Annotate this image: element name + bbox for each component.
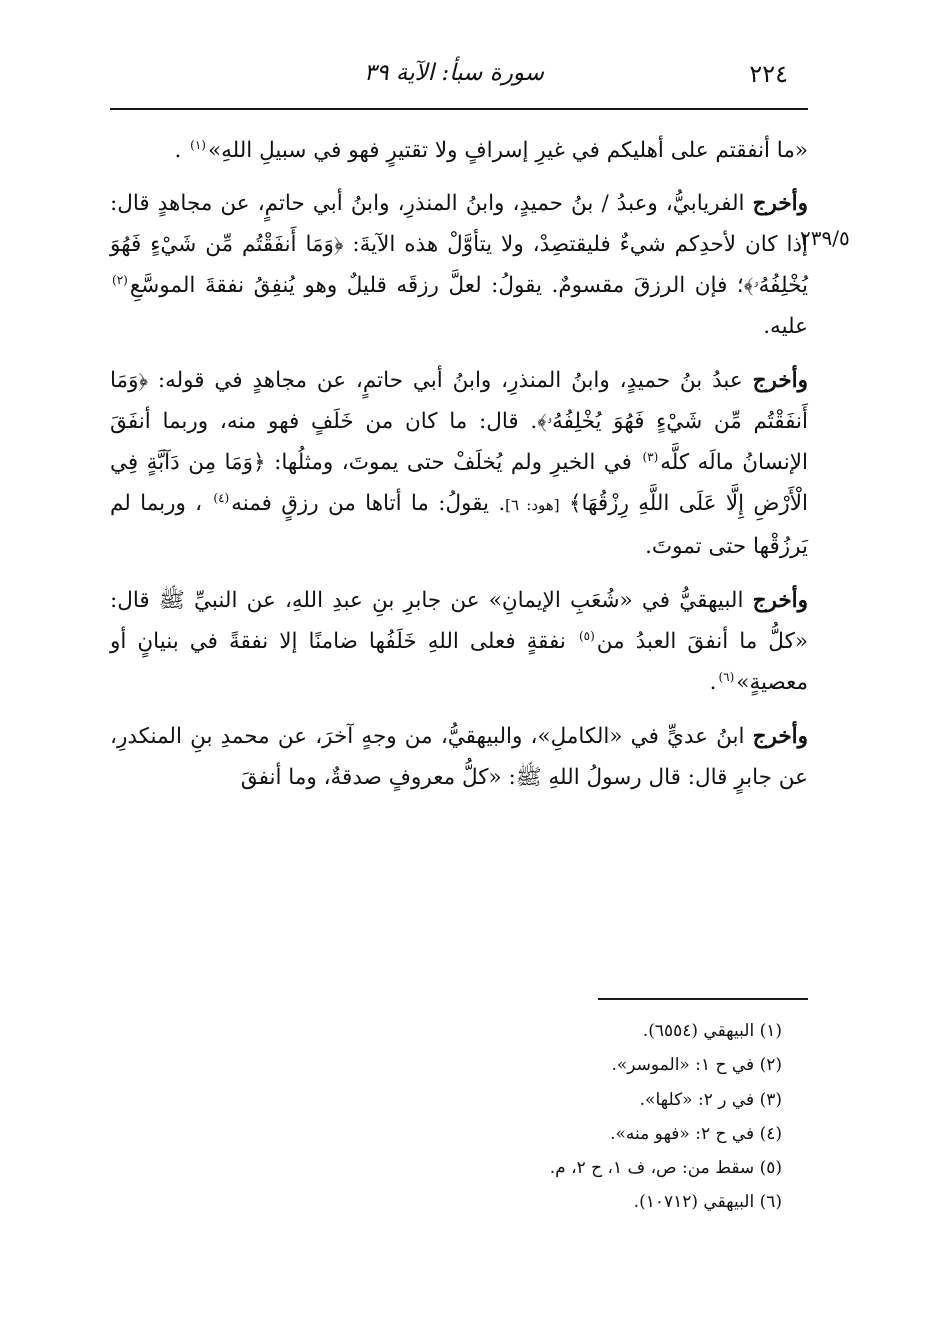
- paragraph-2-lead: وأخرج: [752, 191, 808, 216]
- paragraph-4-text-a: البيهقيُّ في «شُعَبِ الإيمانِ» عن جابرِ بنِ عبدِ اللهِ، عن النبيِّ ﷺ قال: «كلُّ ما أنفقَ العبدُ من: [110, 588, 808, 654]
- paragraph-3-text-a: عبدُ بنُ حميدٍ، وابنُ المنذرِ، وابنُ أبي حاتمٍ، عن مجاهدٍ في قوله: ﴿وَمَا أَنفَقْتُم مِّن شَيْءٍ فَهُوَ يُخْلِفُهُۥ﴾. قال: ما كان من خَلَفٍ فهو منه، وربما أنفَقَ الإنسانُ مالَه كلَّه: [110, 368, 808, 475]
- paragraph-3-text-c: . يقولُ: ما أتاها من رزقٍ فمنه: [231, 491, 506, 516]
- footnote-ref-5: (٥): [578, 628, 595, 643]
- footnote-item: (٢) في ح ١: «الموسر».: [611, 1055, 782, 1076]
- paragraph-5: [110, 716, 808, 798]
- footnote-ref-4: (٤): [213, 490, 230, 505]
- footnote-item: (٣) في ر ٢: «كلها».: [639, 1089, 782, 1110]
- paragraph-1-text: «ما أنفقتم على أهليكم في غيرِ إسرافٍ ولا تقتيرٍ فهو في سبيلِ اللهِ»: [207, 138, 808, 163]
- page-number: ٢٢٤: [749, 60, 788, 88]
- paragraph-2: [110, 183, 808, 347]
- footnote-ref-1: (١): [190, 137, 206, 152]
- footnotes-rule: [598, 998, 808, 1000]
- footnotes: [222, 1014, 782, 1220]
- paragraph-3: [110, 360, 808, 567]
- paragraph-3-text-d: ، وربما لم يَرزُقْها حتى تموتَ.: [110, 491, 808, 559]
- paragraph-4: [110, 580, 808, 703]
- footnote-ref-3: (٣): [642, 449, 659, 464]
- paragraph-4-lead: وأخرج: [752, 588, 808, 613]
- paragraph-1: [110, 130, 808, 171]
- page-header: [110, 58, 798, 94]
- paragraph-3-lead: وأخرج: [752, 368, 808, 393]
- paragraph-4-text-b: نفقةٍ فعلى اللهِ خَلَفُها ضامنًا إلا نفقةً في بنيانٍ أو معصيةٍ»: [110, 629, 808, 695]
- paragraph-5-text-a: ابنُ عديٍّ في «الكاملِ»، والبيهقيُّ، من وجهٍ آخرَ، عن محمدِ بنِ المنكدرِ، عن جابرٍ قال: قال رسولُ اللهِ ﷺ: «كلُّ معروفٍ صدقةٌ، وما أنفقَ: [110, 724, 808, 790]
- footnote-ref-6: (٦): [718, 669, 735, 684]
- header-rule: [110, 108, 808, 110]
- footnote-item: (٤) في ح ٢: «فهو منه».: [610, 1123, 782, 1144]
- paragraph-3-text-b: في الخيرِ ولم يُخلَفْ حتى يموتَ، ومثلُها: ﴿وَمَا مِن دَآبَّةٍ فِي الْأَرْضِ إِلَّا عَلَى اللَّهِ رِزْقُهَا﴾: [110, 450, 808, 516]
- footnote-item: (١) البيهقي (٦٥٥٤).: [642, 1021, 782, 1041]
- paragraph-2-text-b: عليه.: [763, 314, 808, 339]
- main-text: [110, 130, 808, 811]
- footnote-ref-2: (٢): [112, 272, 128, 287]
- paragraph-4-end: .: [709, 670, 717, 695]
- footnote-item: (٦) البيهقي (١٠٧١٢).: [633, 1192, 782, 1213]
- footnote-item: (٥) سقط من: ص، ف ١، ح ٢، م.: [549, 1158, 782, 1179]
- margin-reference: ٢٣٩/٥: [800, 226, 850, 250]
- paragraph-5-lead: وأخرج: [752, 724, 809, 749]
- paragraph-2-text-a: الفريابيُّ، وعبدُ / بنُ حميدٍ، وابنُ المنذرِ، وابنُ أبي حاتمٍ، عن مجاهدٍ قال: إذا كان لأحدِكم شيءٌ فليقتصِدْ، ولا يتأوَّلْ هذه الآيةَ: ﴿وَمَا أَنفَقْتُم مِّن شَيْءٍ فَهُوَ يُخْلِفُهُۥ﴾؛ فإن الرزقَ مقسومٌ. يقولُ: لعلَّ رزقَه قليلٌ وهو يُنفِقُ نفقةَ الموسَّعِ: [110, 191, 808, 298]
- running-title: سورة سبأ: الآية ٣٩: [363, 60, 545, 86]
- paragraph-1-end: .: [174, 138, 182, 163]
- quran-citation: [هود: ٦]: [505, 496, 560, 514]
